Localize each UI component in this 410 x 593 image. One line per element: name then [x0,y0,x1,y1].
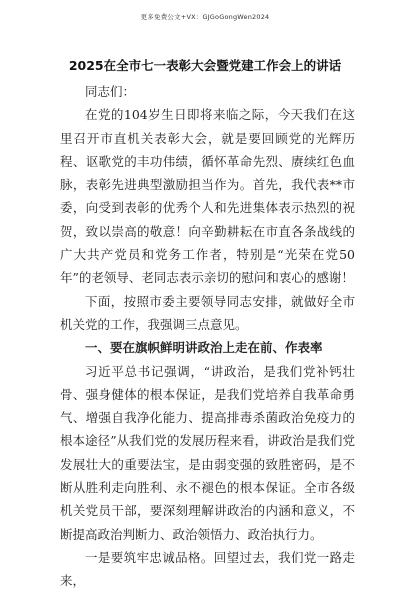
body-paragraph: 习近平总书记强调，“讲政治，是我们党补钙壮骨、强身健体的根本保证，是我们党培养自我革命勇气、增强自我净化能力、提高排毒杀菌政治免疫力的根本途径”从我们党的发展历程来看，讲政治是我们党发展壮大的重要法宝，是由弱变强的致胜密码，是不断从胜利走向胜利、永不褪色的根本保证。全市各级机关党员干部，要深刻理解讲政治的内涵和意义，不断提高政治判断力、政治领悟力、政治执行力。 [60,363,355,542]
body-paragraph: 下面，按照市委主要领导同志安排，就做好全市机关党的工作，我强调三点意见。 [60,293,355,332]
section-heading: 一、要在旗帜鲜明讲政治上走在前、作表率 [85,340,323,356]
document-title: 2025在全市七一表彰大会暨党建工作会上的讲话 [68,58,342,73]
header-note: 更多免费公文+VX：GJGoGongWen2024 [140,13,270,21]
salutation: 同志们： [85,84,136,99]
document-body [60,80,355,593]
body-paragraph: 在党的104岁生日即将来临之际，今天我们在这里召开市直机关表彰大会，就是要回顾党的光辉历程、讴歌党的丰功伟绩，循怀革命先烈、赓续红色血脉，表彰先进典型激励担当作为。首先，我代表**市委，向受到表彰的优秀个人和先进集体表示热烈的祝贺，致以崇高的敬意！向辛勤耕耘在市直各条战线的广大共产党员和党务工作者，特别是“光荣在党50年”的老领导、老同志表示亲切的慰问和衷心的感谢！ [60,107,355,286]
body-paragraph: 一是要筑牢忠诚品格。回望过去，我们党一路走来， [60,549,355,589]
